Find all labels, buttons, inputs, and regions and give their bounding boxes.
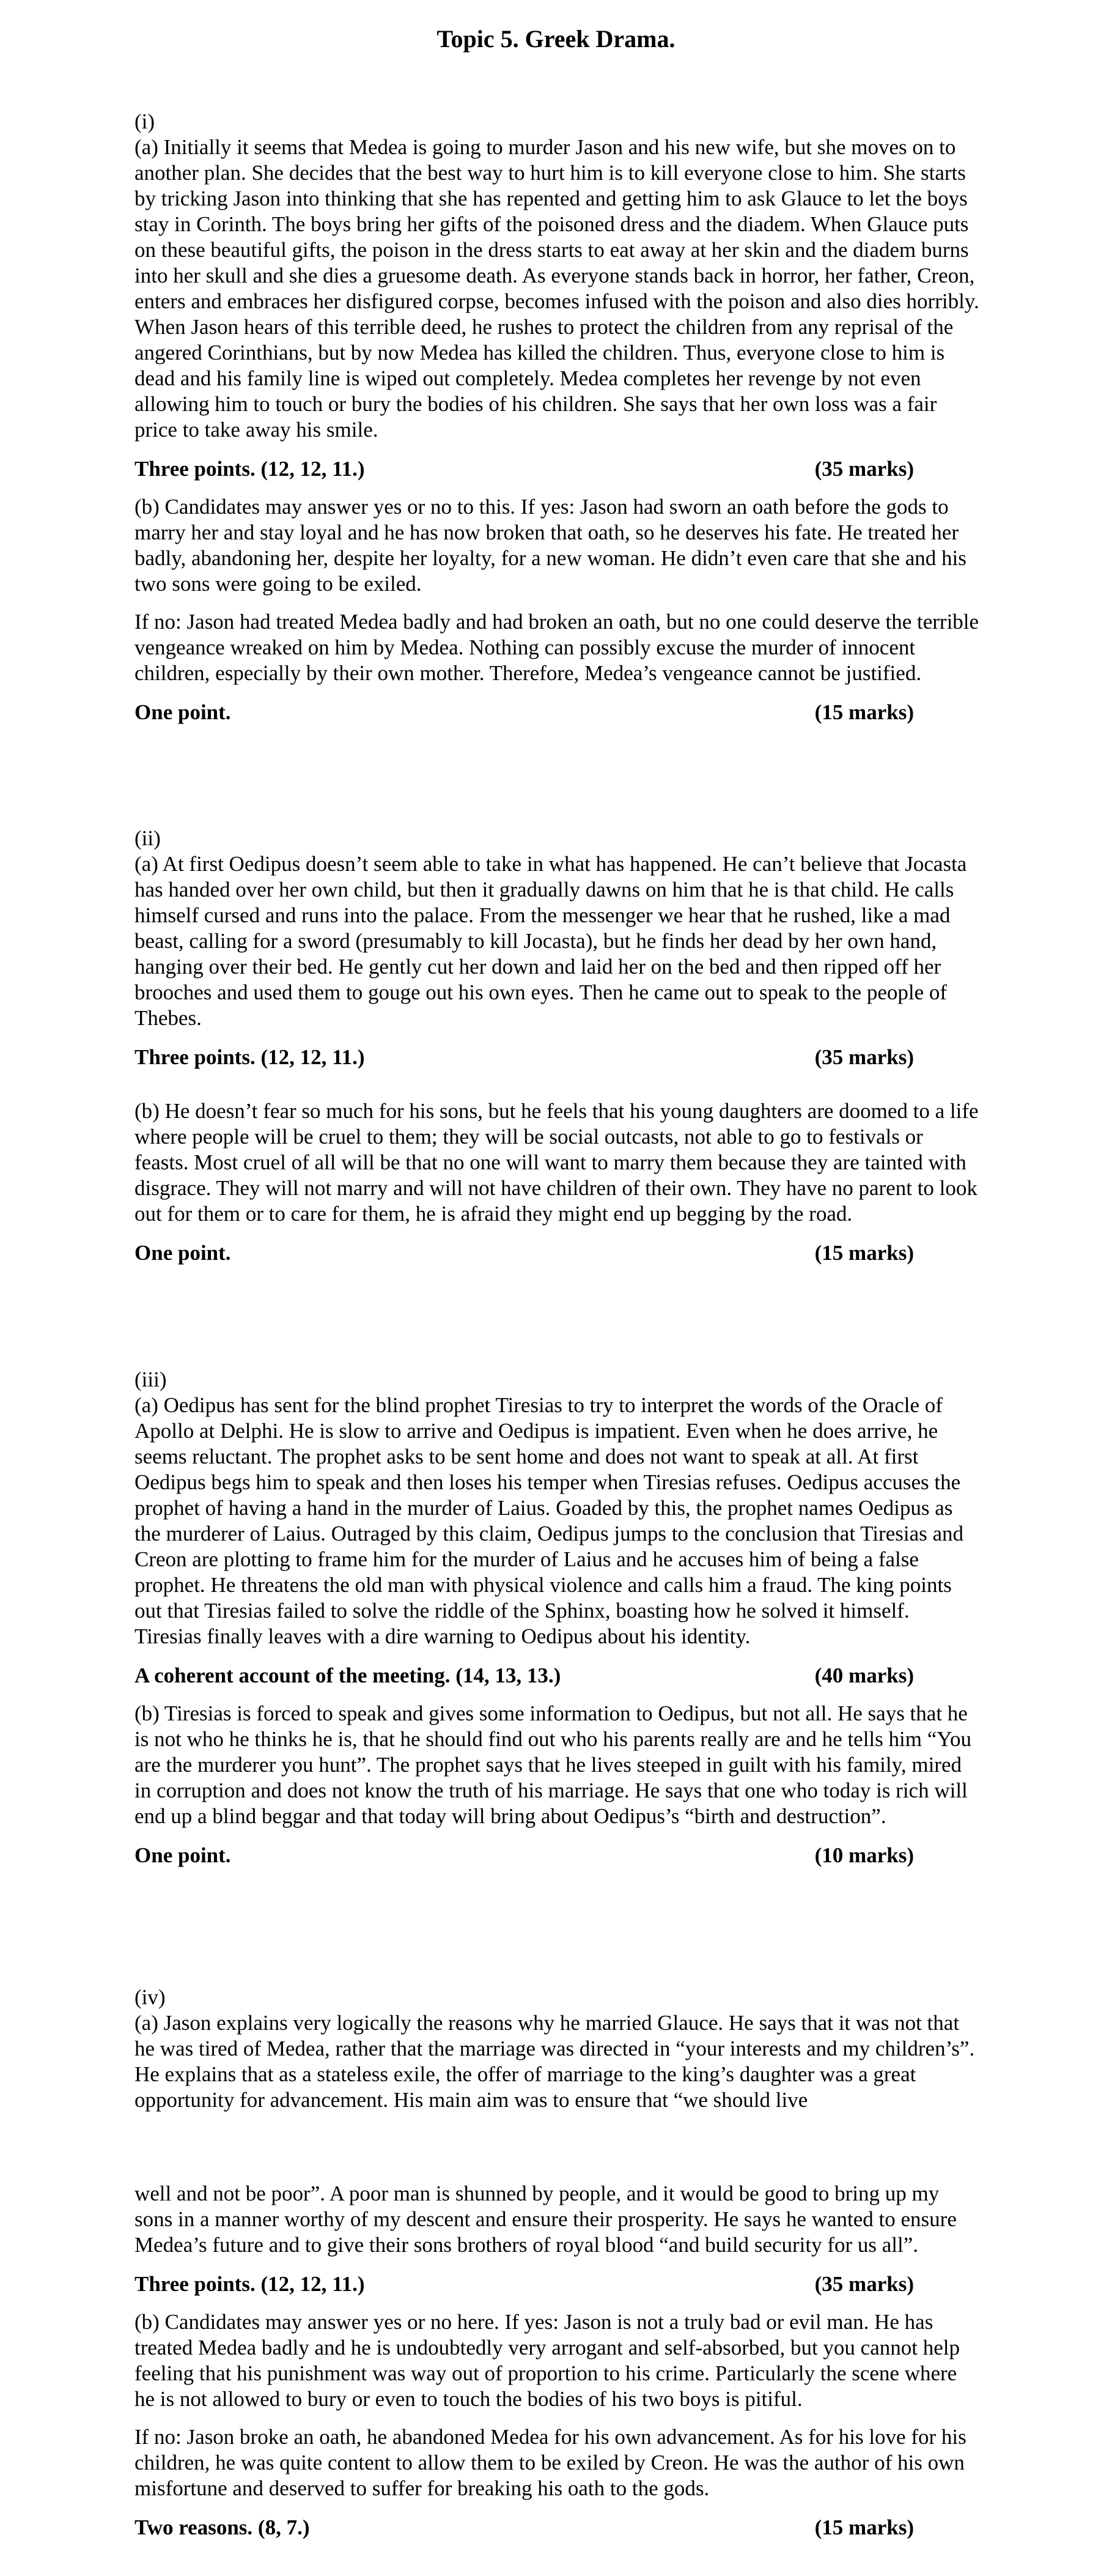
marks-value: (35 marks) (814, 457, 914, 481)
marks-value: (15 marks) (814, 2515, 914, 2539)
section-iv (134, 1985, 981, 2113)
marking-criteria: Three points. (12, 12, 11.) (134, 2272, 365, 2296)
marks-value: (15 marks) (814, 1241, 914, 1265)
marks-row (134, 1240, 914, 1266)
section-iv-continued (134, 2181, 981, 2541)
marks-row (134, 1663, 914, 1689)
marking-criteria: A coherent account of the meeting. (14, 13, 13.) (134, 1664, 561, 1687)
marks-value: (35 marks) (814, 1045, 914, 1069)
marks-row (134, 2515, 914, 2541)
marking-criteria: One point. (134, 1843, 231, 1867)
marks-row (134, 1843, 914, 1868)
section-number: (ii) (134, 826, 161, 850)
section-number: (iii) (134, 1368, 167, 1391)
answer-b-alternative-text: If no: Jason broke an oath, he abandoned Medea for his own advancement. As for his love for his children, he was quite content to allow them to be exiled by Creon. He was the author of his own misfortune and deserved to suffer for breaking his oath to the gods. (134, 2425, 967, 2500)
section-number: (i) (134, 109, 155, 133)
marking-criteria: One point. (134, 700, 231, 724)
answer-a-text: (a) Initially it seems that Medea is going to murder Jason and his new wife, but she moves on to another plan. She decides that the best way to hurt him is to kill everyone close to him. She starts by tricking Jason into thinking that she has repented and getting him to ask Glauce to let the boys stay in Corinth. The boys bring her gifts of the poisoned dress and the diadem. When Glauce puts on these beautiful gifts, the poison in the dress starts to eat away at her skin and the diadem burns into her skull and she dies a gruesome death. As everyone stands back in horror, her father, Creon, enters and embraces her disfigured corpse, becomes infused with the poison and also dies horribly. When Jason hears of this terrible deed, he rushes to protect the children from any reprisal of the angered Corinthians, but by now Medea has killed the children. Thus, everyone close to him is dead and his family line is wiped out completely. Medea completes her revenge by not even allowing him to touch or bury the bodies of his children. She says that her own loss was a fair price to take away his smile. (134, 135, 979, 442)
section-ii (134, 826, 981, 1266)
marking-criteria: Three points. (12, 12, 11.) (134, 457, 365, 481)
marks-value: (35 marks) (814, 2272, 914, 2296)
marking-criteria: Three points. (12, 12, 11.) (134, 1045, 365, 1069)
answer-a-text: (a) At first Oedipus doesn’t seem able to take in what has happened. He can’t believe that Jocasta has handed over her own child, but then it gradually dawns on him that he is that child. He calls himself cursed and runs into the palace. From the messenger we hear that he rushed, like a mad beast, calling for a sword (presumably to kill Jocasta), but he finds her dead by her own hand, hanging over their bed. He gently cut her down and laid her on the bed and then ripped off her brooches and used them to gouge out his own eyes. Then he came out to speak to the people of Thebes. (134, 852, 967, 1030)
answer-a-text-continued: well and not be poor”. A poor man is shunned by people, and it would be good to bring up my sons in a manner worthy of my descent and ensure their prosperity. He says he wanted to ensure Medea’s future and to give their sons brothers of royal blood “and build security for us all”. (134, 2182, 957, 2257)
answer-b-text: (b) Tiresias is forced to speak and gives some information to Oedipus, but not all. He says that he is not who he thinks he is, that he should find out who his parents really are and he tells him “You are the murderer you hunt”. The prophet says that he lives steeped in guilt with his family, mired in corruption and does not know the truth of his marriage. He says that one who today is rich will end up a blind beggar and that today will bring about Oedipus’s “birth and destruction”. (134, 1701, 972, 1828)
marks-row (134, 700, 914, 725)
marks-value: (15 marks) (814, 700, 914, 724)
marks-value: (10 marks) (814, 1843, 914, 1867)
section-number: (iv) (134, 1985, 166, 2009)
answer-a-text: (a) Oedipus has sent for the blind prophet Tiresias to try to interpret the words of the Oracle of Apollo at Delphi. He is slow to arrive and Oedipus is impatient. Even when he does arrive, he seems reluctant. The prophet asks to be sent home and does not want to speak at all. At first Oedipus begs him to speak and then loses his temper when Tiresias refuses. Oedipus accuses the prophet of having a hand in the murder of Laius. Goaded by this, the prophet names Oedipus as the murderer of Laius. Outraged by this claim, Oedipus jumps to the conclusion that Tiresias and Creon are plotting to frame him for the murder of Laius and he accuses him of being a false prophet. He threatens the old man with physical violence and calls him a fraud. The king points out that Tiresias failed to solve the riddle of the Sphinx, boasting how he solved it himself. Tiresias finally leaves with a dire warning to Oedipus about his identity. (134, 1393, 964, 1648)
answer-a-text: (a) Jason explains very logically the reasons why he married Glauce. He says that it was not that he was tired of Medea, rather that the marriage was directed in “your interests and my children’s”. He explains that as a stateless exile, the offer of marriage to the king’s daughter was a great opportunity for advancement. His main aim was to ensure that “we should live (134, 2011, 975, 2112)
section-i (134, 109, 981, 725)
page-title: Topic 5. Greek Drama. (436, 25, 676, 53)
answer-b-alternative-text: If no: Jason had treated Medea badly and had broken an oath, but no one could deserve the terrible vengeance wreaked on him by Medea. Nothing can possibly excuse the murder of innocent children, especially by their own mother. Therefore, Medea’s vengeance cannot be justified. (134, 610, 979, 685)
marking-criteria: One point. (134, 1241, 231, 1265)
marks-value: (40 marks) (814, 1664, 914, 1687)
section-iii (134, 1367, 981, 1868)
marks-row (134, 1045, 914, 1070)
answer-b-text: (b) He doesn’t fear so much for his sons, but he feels that his young daughters are doomed to a life where people will be cruel to them; they will be social outcasts, not able to go to festivals or feasts. Most cruel of all will be that no one will want to marry them because they are tainted with disgrace. They will not marry and will not have children of their own. They have no parent to look out for them or to care for them, he is afraid they might end up begging by the road. (134, 1099, 979, 1226)
answer-b-text: (b) Candidates may answer yes or no here. If yes: Jason is not a truly bad or evil man. He has treated Medea badly and he is undoubtedly very arrogant and self-absorbed, but you cannot help feeling that his punishment was way out of proportion to his crime. Particularly the scene where he is not allowed to bury or even to touch the bodies of his two boys is pitiful. (134, 2310, 960, 2411)
marks-row (134, 2271, 914, 2297)
marks-row (134, 456, 914, 482)
answer-b-text: (b) Candidates may answer yes or no to this. If yes: Jason had sworn an oath before the gods to marry her and stay loyal and he has now broken that oath, so he deserves his fate. He treated her badly, abandoning her, despite her loyalty, for a new woman. He didn’t even care that she and his two sons were going to be exiled. (134, 495, 967, 596)
marking-criteria: Two reasons. (8, 7.) (134, 2515, 310, 2539)
